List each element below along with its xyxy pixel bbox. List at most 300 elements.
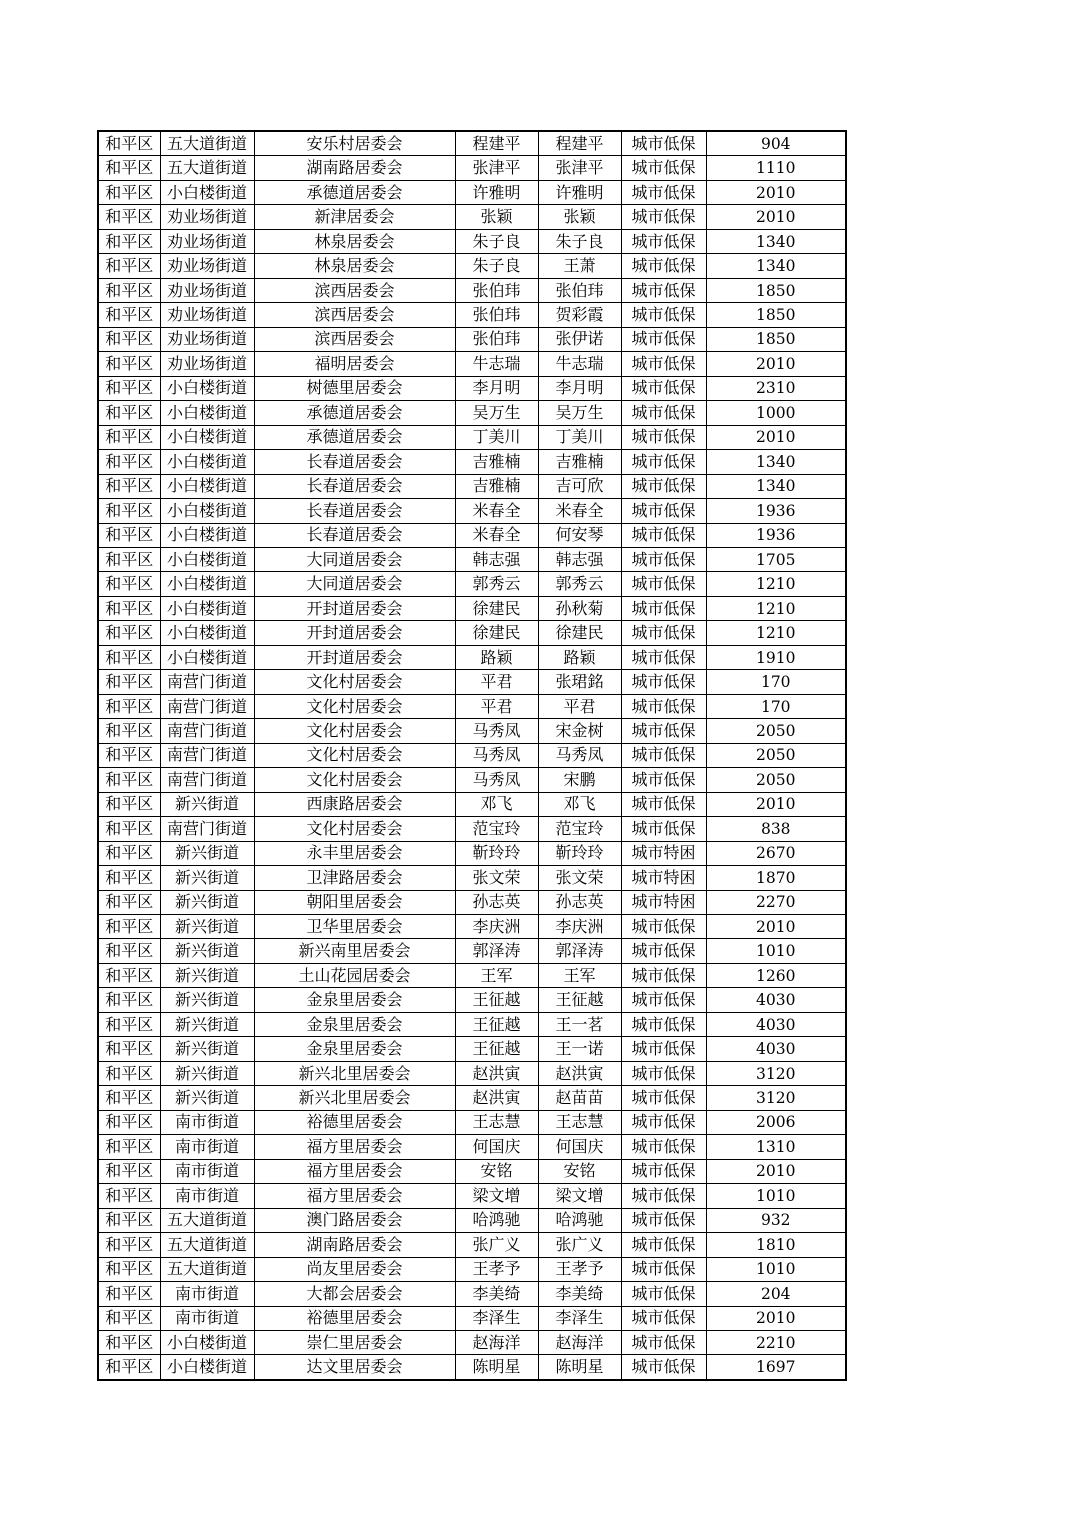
subdistrict-cell: 五大道街道	[160, 1208, 254, 1232]
subdistrict-cell: 南营门街道	[160, 743, 254, 767]
committee-cell: 湖南路居委会	[254, 156, 455, 180]
committee-cell: 金泉里居委会	[254, 1037, 455, 1061]
amount-cell: 2050	[706, 743, 846, 767]
amount-cell: 2670	[706, 841, 846, 865]
district-cell: 和平区	[98, 352, 160, 376]
applicant-cell: 米春全	[455, 499, 538, 523]
applicant-cell: 徐建民	[455, 596, 538, 620]
member-cell: 李庆洲	[538, 915, 621, 939]
amount-cell: 2210	[706, 1330, 846, 1354]
aid-type-cell: 城市低保	[621, 1037, 706, 1061]
table-row	[98, 719, 846, 743]
committee-cell: 新兴北里居委会	[254, 1061, 455, 1085]
aid-type-cell: 城市低保	[621, 376, 706, 400]
district-cell: 和平区	[98, 205, 160, 229]
amount-cell: 1210	[706, 621, 846, 645]
aid-type-cell: 城市低保	[621, 205, 706, 229]
district-cell: 和平区	[98, 817, 160, 841]
subdistrict-cell: 南营门街道	[160, 719, 254, 743]
district-cell: 和平区	[98, 1012, 160, 1036]
district-cell: 和平区	[98, 768, 160, 792]
aid-type-cell: 城市低保	[621, 817, 706, 841]
committee-cell: 文化村居委会	[254, 768, 455, 792]
subdistrict-cell: 五大道街道	[160, 1233, 254, 1257]
subdistrict-cell: 劝业场街道	[160, 254, 254, 278]
subdistrict-cell: 小白楼街道	[160, 547, 254, 571]
member-cell: 李美绮	[538, 1282, 621, 1306]
table-row	[98, 1184, 846, 1208]
committee-cell: 文化村居委会	[254, 817, 455, 841]
district-cell: 和平区	[98, 963, 160, 987]
amount-cell: 1010	[706, 939, 846, 963]
committee-cell: 裕德里居委会	[254, 1306, 455, 1330]
member-cell: 孙志英	[538, 890, 621, 914]
subdistrict-cell: 新兴街道	[160, 963, 254, 987]
applicant-cell: 朱子良	[455, 229, 538, 253]
member-cell: 王军	[538, 963, 621, 987]
district-cell: 和平区	[98, 278, 160, 302]
subdistrict-cell: 南市街道	[160, 1306, 254, 1330]
aid-type-cell: 城市低保	[621, 768, 706, 792]
member-cell: 徐建民	[538, 621, 621, 645]
table-row	[98, 1233, 846, 1257]
aid-type-cell: 城市低保	[621, 645, 706, 669]
aid-type-cell: 城市低保	[621, 694, 706, 718]
table-row	[98, 205, 846, 229]
table-row	[98, 547, 846, 571]
amount-cell: 904	[706, 131, 846, 156]
applicant-cell: 吉雅楠	[455, 474, 538, 498]
committee-cell: 福明居委会	[254, 352, 455, 376]
applicant-cell: 韩志强	[455, 547, 538, 571]
member-cell: 张伯玮	[538, 278, 621, 302]
member-cell: 何安琴	[538, 523, 621, 547]
subdistrict-cell: 小白楼街道	[160, 376, 254, 400]
committee-cell: 湖南路居委会	[254, 1233, 455, 1257]
district-cell: 和平区	[98, 1233, 160, 1257]
applicant-cell: 陈明星	[455, 1355, 538, 1380]
applicant-cell: 吉雅楠	[455, 450, 538, 474]
member-cell: 张珺銘	[538, 670, 621, 694]
table-row	[98, 890, 846, 914]
subdistrict-cell: 新兴街道	[160, 890, 254, 914]
amount-cell: 2010	[706, 915, 846, 939]
subdistrict-cell: 小白楼街道	[160, 180, 254, 204]
table-row	[98, 817, 846, 841]
applicant-cell: 徐建民	[455, 621, 538, 645]
subdistrict-cell: 小白楼街道	[160, 474, 254, 498]
aid-type-cell: 城市低保	[621, 450, 706, 474]
aid-type-cell: 城市低保	[621, 180, 706, 204]
committee-cell: 长春道居委会	[254, 523, 455, 547]
table-row	[98, 254, 846, 278]
amount-cell: 1210	[706, 572, 846, 596]
table-row	[98, 376, 846, 400]
aid-type-cell: 城市低保	[621, 939, 706, 963]
applicant-cell: 李泽生	[455, 1306, 538, 1330]
subdistrict-cell: 小白楼街道	[160, 499, 254, 523]
applicant-cell: 张津平	[455, 156, 538, 180]
committee-cell: 开封道居委会	[254, 596, 455, 620]
district-cell: 和平区	[98, 1159, 160, 1183]
committee-cell: 承德道居委会	[254, 425, 455, 449]
member-cell: 吴万生	[538, 401, 621, 425]
member-cell: 孙秋菊	[538, 596, 621, 620]
table-row	[98, 1330, 846, 1354]
district-cell: 和平区	[98, 596, 160, 620]
district-cell: 和平区	[98, 621, 160, 645]
amount-cell: 2006	[706, 1110, 846, 1134]
committee-cell: 卫津路居委会	[254, 866, 455, 890]
subdistrict-cell: 小白楼街道	[160, 523, 254, 547]
table-row	[98, 401, 846, 425]
aid-type-cell: 城市低保	[621, 670, 706, 694]
aid-type-cell: 城市低保	[621, 792, 706, 816]
table-row	[98, 743, 846, 767]
subdistrict-cell: 新兴街道	[160, 1012, 254, 1036]
aid-type-cell: 城市低保	[621, 352, 706, 376]
member-cell: 安铭	[538, 1159, 621, 1183]
committee-cell: 金泉里居委会	[254, 1012, 455, 1036]
amount-cell: 2050	[706, 768, 846, 792]
aid-type-cell: 城市低保	[621, 1355, 706, 1380]
member-cell: 郭秀云	[538, 572, 621, 596]
subdistrict-cell: 南营门街道	[160, 817, 254, 841]
table-row	[98, 1037, 846, 1061]
district-cell: 和平区	[98, 988, 160, 1012]
district-cell: 和平区	[98, 450, 160, 474]
table-row	[98, 841, 846, 865]
subdistrict-cell: 小白楼街道	[160, 401, 254, 425]
subdistrict-cell: 五大道街道	[160, 1257, 254, 1281]
member-cell: 王征越	[538, 988, 621, 1012]
subdistrict-cell: 南市街道	[160, 1135, 254, 1159]
district-cell: 和平区	[98, 1061, 160, 1085]
amount-cell: 2010	[706, 792, 846, 816]
table-row	[98, 988, 846, 1012]
table-row	[98, 278, 846, 302]
amount-cell: 932	[706, 1208, 846, 1232]
member-cell: 张广义	[538, 1233, 621, 1257]
aid-type-cell: 城市低保	[621, 1282, 706, 1306]
member-cell: 牛志瑞	[538, 352, 621, 376]
applicant-cell: 朱子良	[455, 254, 538, 278]
aid-type-cell: 城市低保	[621, 1184, 706, 1208]
applicant-cell: 张伯玮	[455, 278, 538, 302]
district-cell: 和平区	[98, 547, 160, 571]
applicant-cell: 赵洪寅	[455, 1086, 538, 1110]
subdistrict-cell: 南营门街道	[160, 670, 254, 694]
subdistrict-cell: 南市街道	[160, 1282, 254, 1306]
applicant-cell: 马秀凤	[455, 719, 538, 743]
committee-cell: 文化村居委会	[254, 694, 455, 718]
subdistrict-cell: 新兴街道	[160, 1061, 254, 1085]
member-cell: 丁美川	[538, 425, 621, 449]
committee-cell: 福方里居委会	[254, 1135, 455, 1159]
committee-cell: 文化村居委会	[254, 743, 455, 767]
amount-cell: 1110	[706, 156, 846, 180]
table-row	[98, 1355, 846, 1380]
aid-type-cell: 城市低保	[621, 278, 706, 302]
district-cell: 和平区	[98, 1135, 160, 1159]
district-cell: 和平区	[98, 1208, 160, 1232]
applicant-cell: 靳玲玲	[455, 841, 538, 865]
member-cell: 王萧	[538, 254, 621, 278]
table-row	[98, 131, 846, 156]
amount-cell: 4030	[706, 1037, 846, 1061]
subdistrict-cell: 南市街道	[160, 1110, 254, 1134]
member-cell: 哈鸿驰	[538, 1208, 621, 1232]
aid-type-cell: 城市低保	[621, 547, 706, 571]
district-cell: 和平区	[98, 939, 160, 963]
committee-cell: 长春道居委会	[254, 499, 455, 523]
amount-cell: 2050	[706, 719, 846, 743]
amount-cell: 1340	[706, 229, 846, 253]
aid-type-cell: 城市低保	[621, 596, 706, 620]
applicant-cell: 吴万生	[455, 401, 538, 425]
amount-cell: 1310	[706, 1135, 846, 1159]
committee-cell: 滨西居委会	[254, 303, 455, 327]
committee-cell: 安乐村居委会	[254, 131, 455, 156]
aid-type-cell: 城市低保	[621, 131, 706, 156]
table-row	[98, 621, 846, 645]
committee-cell: 永丰里居委会	[254, 841, 455, 865]
amount-cell: 2010	[706, 352, 846, 376]
aid-type-cell: 城市低保	[621, 1233, 706, 1257]
table-row	[98, 694, 846, 718]
subdistrict-cell: 新兴街道	[160, 841, 254, 865]
aid-type-cell: 城市低保	[621, 303, 706, 327]
applicant-cell: 何国庆	[455, 1135, 538, 1159]
applicant-cell: 郭泽涛	[455, 939, 538, 963]
applicant-cell: 安铭	[455, 1159, 538, 1183]
table-row	[98, 963, 846, 987]
table-row	[98, 180, 846, 204]
district-cell: 和平区	[98, 156, 160, 180]
committee-cell: 金泉里居委会	[254, 988, 455, 1012]
member-cell: 郭泽涛	[538, 939, 621, 963]
committee-cell: 崇仁里居委会	[254, 1330, 455, 1354]
aid-type-cell: 城市低保	[621, 719, 706, 743]
table-row	[98, 229, 846, 253]
district-cell: 和平区	[98, 645, 160, 669]
district-cell: 和平区	[98, 1257, 160, 1281]
district-cell: 和平区	[98, 1282, 160, 1306]
aid-type-cell: 城市低保	[621, 1306, 706, 1330]
member-cell: 赵洪寅	[538, 1061, 621, 1085]
district-cell: 和平区	[98, 425, 160, 449]
district-cell: 和平区	[98, 1355, 160, 1380]
subdistrict-cell: 劝业场街道	[160, 327, 254, 351]
committee-cell: 开封道居委会	[254, 621, 455, 645]
subdistrict-cell: 五大道街道	[160, 131, 254, 156]
district-cell: 和平区	[98, 1086, 160, 1110]
subdistrict-cell: 南营门街道	[160, 768, 254, 792]
member-cell: 王一诺	[538, 1037, 621, 1061]
applicant-cell: 范宝玲	[455, 817, 538, 841]
committee-cell: 达文里居委会	[254, 1355, 455, 1380]
member-cell: 赵苗苗	[538, 1086, 621, 1110]
member-cell: 王一茗	[538, 1012, 621, 1036]
amount-cell: 1697	[706, 1355, 846, 1380]
subdistrict-cell: 小白楼街道	[160, 645, 254, 669]
applicant-cell: 孙志英	[455, 890, 538, 914]
district-cell: 和平区	[98, 1330, 160, 1354]
member-cell: 何国庆	[538, 1135, 621, 1159]
amount-cell: 1850	[706, 278, 846, 302]
district-cell: 和平区	[98, 890, 160, 914]
table-row	[98, 1110, 846, 1134]
committee-cell: 新兴南里居委会	[254, 939, 455, 963]
member-cell: 陈明星	[538, 1355, 621, 1380]
member-cell: 张津平	[538, 156, 621, 180]
subdistrict-cell: 小白楼街道	[160, 1330, 254, 1354]
subdistrict-cell: 南市街道	[160, 1159, 254, 1183]
committee-cell: 新津居委会	[254, 205, 455, 229]
aid-type-cell: 城市低保	[621, 327, 706, 351]
committee-cell: 滨西居委会	[254, 327, 455, 351]
amount-cell: 3120	[706, 1086, 846, 1110]
amount-cell: 2010	[706, 425, 846, 449]
applicant-cell: 马秀凤	[455, 768, 538, 792]
table-row	[98, 1159, 846, 1183]
district-cell: 和平区	[98, 719, 160, 743]
member-cell: 李泽生	[538, 1306, 621, 1330]
amount-cell: 1210	[706, 596, 846, 620]
table-row	[98, 1208, 846, 1232]
subdistrict-cell: 新兴街道	[160, 939, 254, 963]
applicant-cell: 牛志瑞	[455, 352, 538, 376]
district-cell: 和平区	[98, 792, 160, 816]
committee-cell: 承德道居委会	[254, 180, 455, 204]
member-cell: 吉雅楠	[538, 450, 621, 474]
amount-cell: 1340	[706, 474, 846, 498]
table-row	[98, 1135, 846, 1159]
applicant-cell: 哈鸿驰	[455, 1208, 538, 1232]
applicant-cell: 许雅明	[455, 180, 538, 204]
district-cell: 和平区	[98, 303, 160, 327]
committee-cell: 西康路居委会	[254, 792, 455, 816]
subdistrict-cell: 小白楼街道	[160, 621, 254, 645]
aid-type-cell: 城市低保	[621, 156, 706, 180]
table-row	[98, 523, 846, 547]
subdistrict-cell: 劝业场街道	[160, 352, 254, 376]
amount-cell: 2310	[706, 376, 846, 400]
committee-cell: 福方里居委会	[254, 1159, 455, 1183]
member-cell: 马秀凤	[538, 743, 621, 767]
aid-type-cell: 城市低保	[621, 254, 706, 278]
aid-type-cell: 城市低保	[621, 915, 706, 939]
amount-cell: 204	[706, 1282, 846, 1306]
district-cell: 和平区	[98, 915, 160, 939]
subdistrict-cell: 劝业场街道	[160, 303, 254, 327]
subdistrict-cell: 南市街道	[160, 1184, 254, 1208]
member-cell: 范宝玲	[538, 817, 621, 841]
table-row	[98, 939, 846, 963]
aid-type-cell: 城市低保	[621, 1061, 706, 1085]
amount-cell: 2010	[706, 205, 846, 229]
committee-cell: 澳门路居委会	[254, 1208, 455, 1232]
district-cell: 和平区	[98, 229, 160, 253]
district-cell: 和平区	[98, 474, 160, 498]
committee-cell: 大同道居委会	[254, 547, 455, 571]
member-cell: 王孝予	[538, 1257, 621, 1281]
member-cell: 吉可欣	[538, 474, 621, 498]
member-cell: 平君	[538, 694, 621, 718]
table-row	[98, 1012, 846, 1036]
applicant-cell: 郭秀云	[455, 572, 538, 596]
member-cell: 梁文增	[538, 1184, 621, 1208]
aid-type-cell: 城市低保	[621, 474, 706, 498]
applicant-cell: 王征越	[455, 1012, 538, 1036]
subdistrict-cell: 南营门街道	[160, 694, 254, 718]
amount-cell: 1010	[706, 1257, 846, 1281]
district-cell: 和平区	[98, 743, 160, 767]
amount-cell: 1340	[706, 254, 846, 278]
member-cell: 张颖	[538, 205, 621, 229]
amount-cell: 1000	[706, 401, 846, 425]
table-row	[98, 327, 846, 351]
subdistrict-cell: 新兴街道	[160, 792, 254, 816]
table-row	[98, 866, 846, 890]
aid-type-cell: 城市低保	[621, 523, 706, 547]
applicant-cell: 丁美川	[455, 425, 538, 449]
district-cell: 和平区	[98, 1110, 160, 1134]
table-row	[98, 670, 846, 694]
committee-cell: 长春道居委会	[254, 474, 455, 498]
aid-type-cell: 城市低保	[621, 572, 706, 596]
table-row	[98, 915, 846, 939]
table-row	[98, 792, 846, 816]
aid-type-cell: 城市低保	[621, 1135, 706, 1159]
applicant-cell: 赵洪寅	[455, 1061, 538, 1085]
committee-cell: 大同道居委会	[254, 572, 455, 596]
district-cell: 和平区	[98, 1037, 160, 1061]
committee-cell: 土山花园居委会	[254, 963, 455, 987]
table-row	[98, 1282, 846, 1306]
amount-cell: 1010	[706, 1184, 846, 1208]
amount-cell: 2270	[706, 890, 846, 914]
member-cell: 程建平	[538, 131, 621, 156]
member-cell: 赵海洋	[538, 1330, 621, 1354]
amount-cell: 1936	[706, 523, 846, 547]
member-cell: 路颖	[538, 645, 621, 669]
amount-cell: 2010	[706, 180, 846, 204]
table-row	[98, 156, 846, 180]
district-cell: 和平区	[98, 499, 160, 523]
committee-cell: 卫华里居委会	[254, 915, 455, 939]
aid-type-cell: 城市低保	[621, 743, 706, 767]
member-cell: 韩志强	[538, 547, 621, 571]
table-row	[98, 1061, 846, 1085]
applicant-cell: 程建平	[455, 131, 538, 156]
table-row	[98, 1257, 846, 1281]
amount-cell: 1340	[706, 450, 846, 474]
member-cell: 张文荣	[538, 866, 621, 890]
committee-cell: 承德道居委会	[254, 401, 455, 425]
subdistrict-cell: 五大道街道	[160, 156, 254, 180]
committee-cell: 朝阳里居委会	[254, 890, 455, 914]
amount-cell: 2010	[706, 1306, 846, 1330]
table-row	[98, 1306, 846, 1330]
aid-type-cell: 城市低保	[621, 1159, 706, 1183]
subdistrict-cell: 新兴街道	[160, 915, 254, 939]
table-row	[98, 768, 846, 792]
table-row	[98, 499, 846, 523]
district-cell: 和平区	[98, 254, 160, 278]
aid-type-cell: 城市低保	[621, 963, 706, 987]
aid-type-cell: 城市低保	[621, 988, 706, 1012]
